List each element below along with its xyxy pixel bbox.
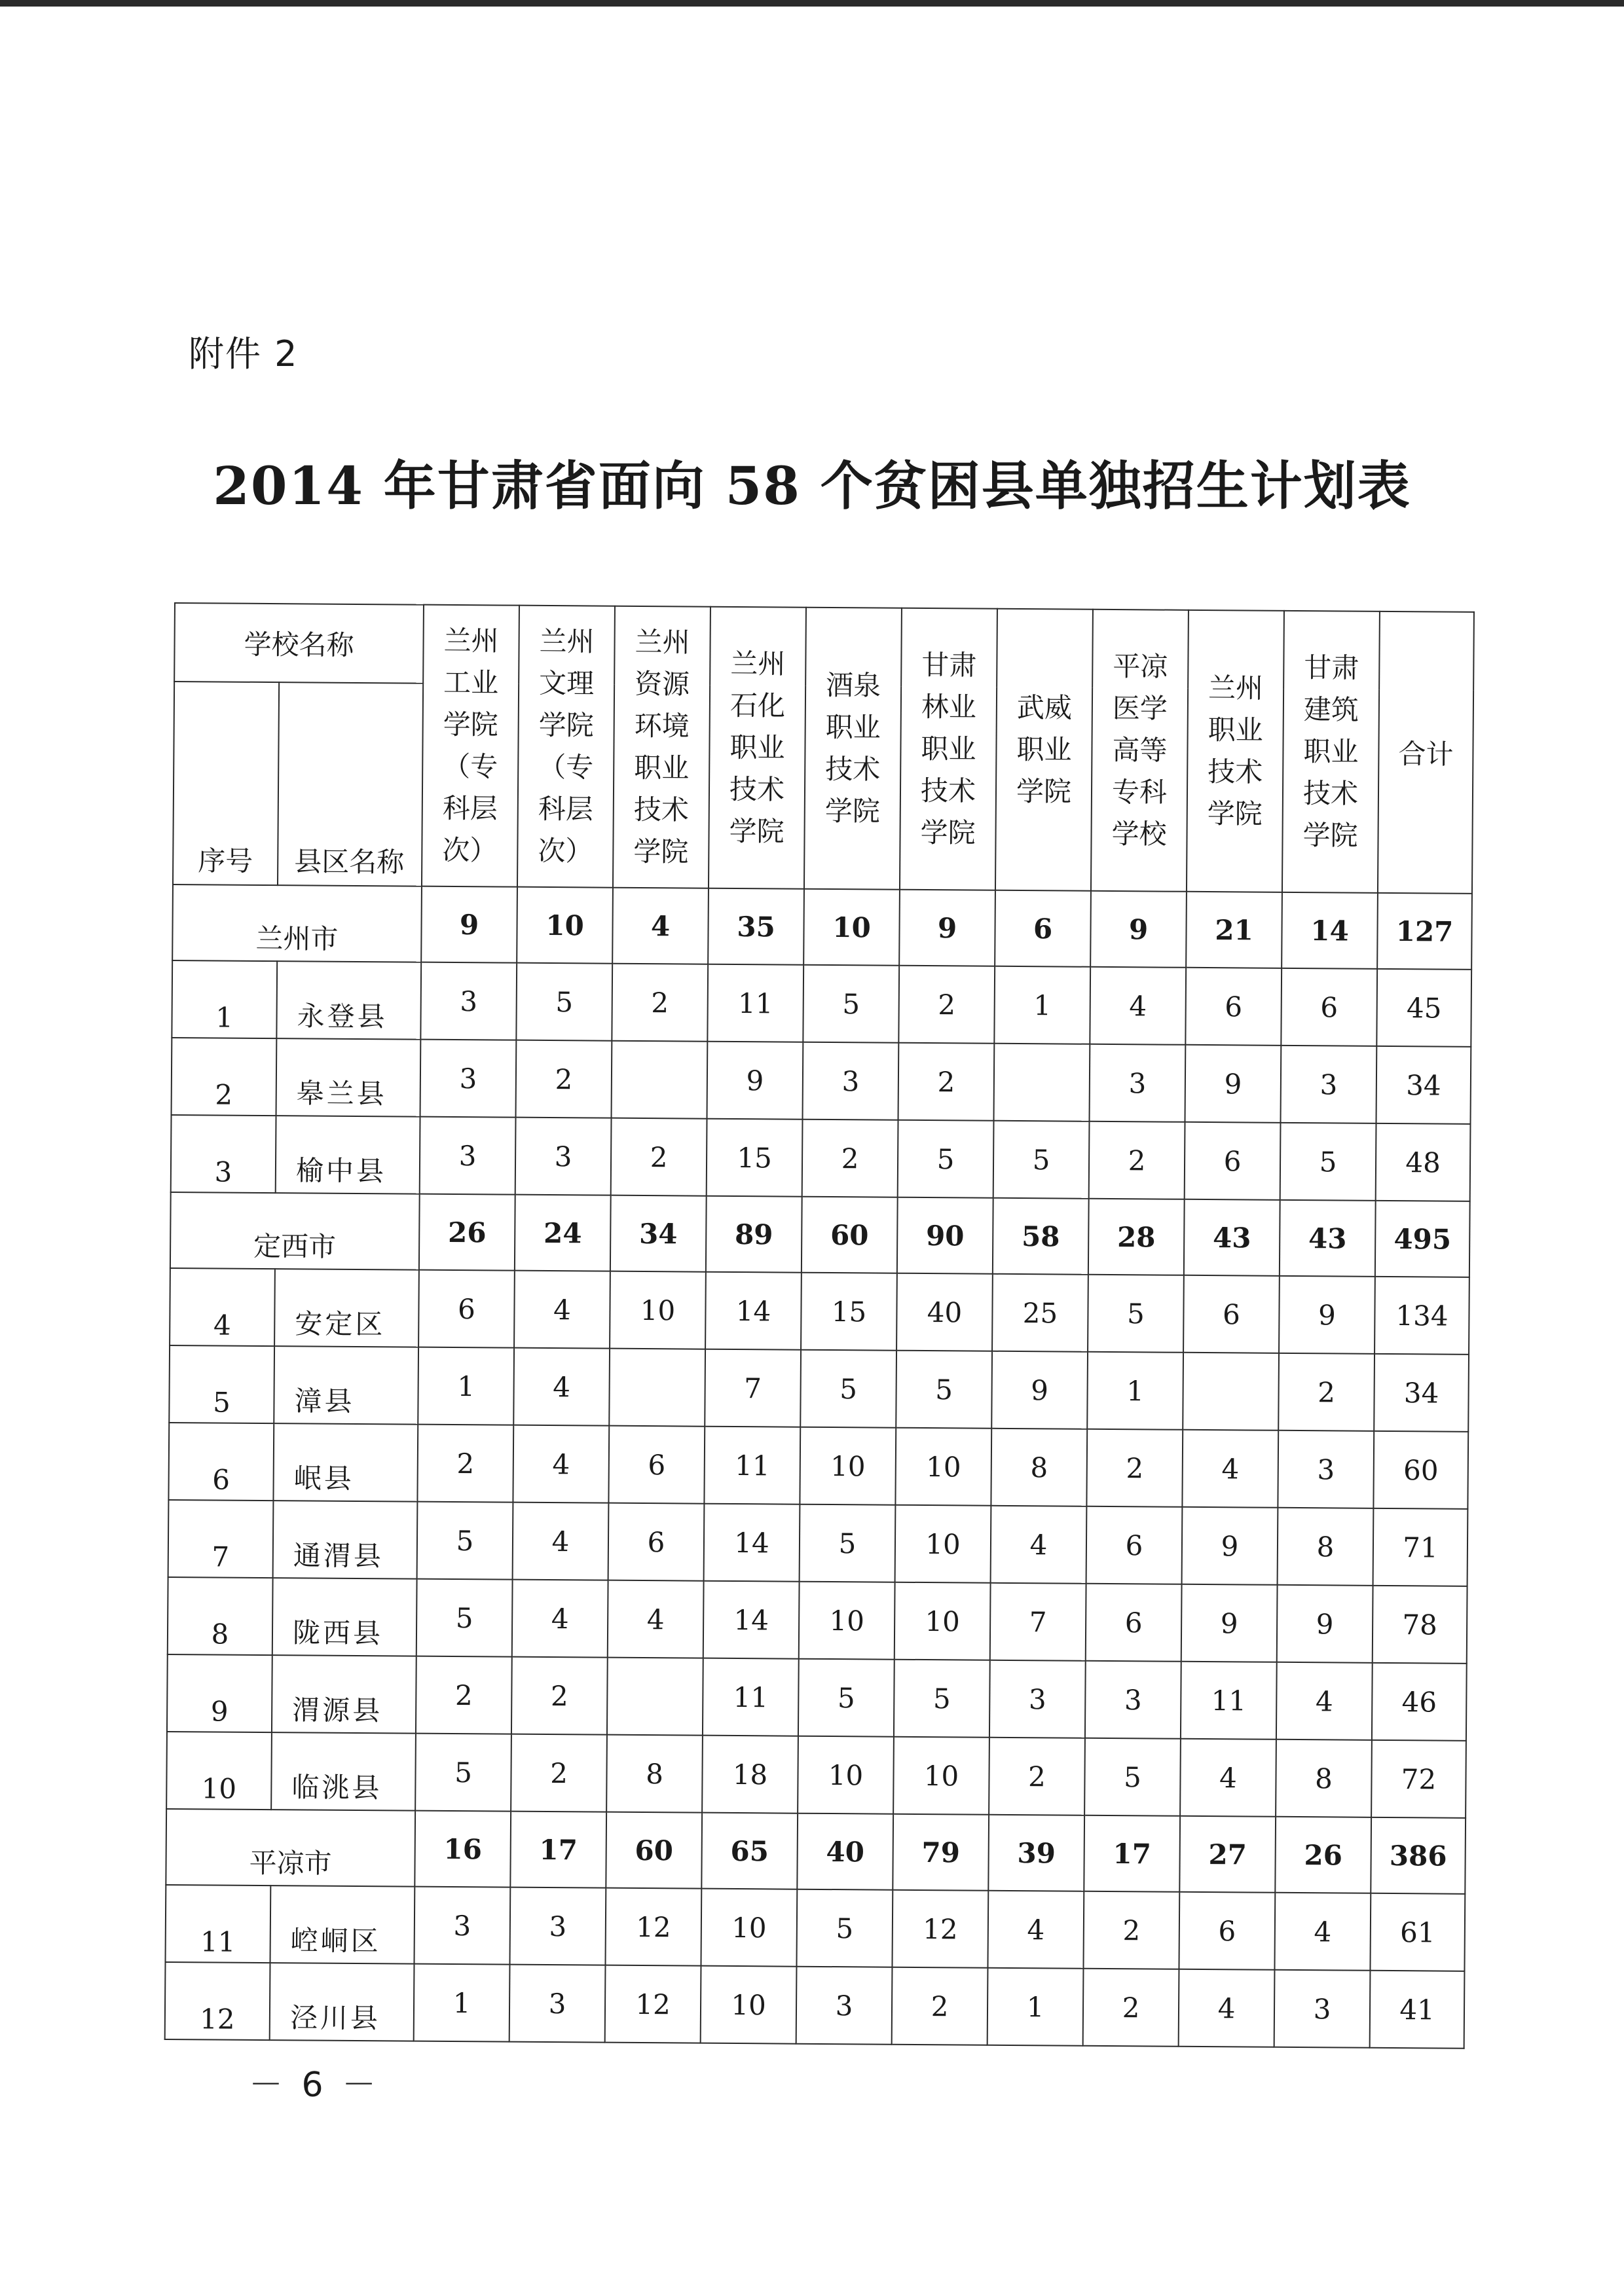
county-value-cell: 4 bbox=[991, 1506, 1087, 1584]
county-value-cell bbox=[612, 1041, 708, 1119]
city-row bbox=[172, 884, 1472, 970]
school-header: 甘肃 林业 职业 技术 学院 bbox=[900, 608, 997, 890]
county-value-cell: 9 bbox=[1182, 1507, 1278, 1585]
school-header: 酒泉 职业 技术 学院 bbox=[804, 608, 902, 890]
county-value-cell bbox=[994, 1044, 1090, 1121]
county-value-cell: 3 bbox=[989, 1660, 1086, 1738]
city-value-cell: 17 bbox=[510, 1812, 606, 1888]
county-value-cell: 15 bbox=[801, 1273, 897, 1351]
county-value-cell: 9 bbox=[1277, 1585, 1373, 1663]
city-value-cell: 60 bbox=[802, 1197, 898, 1273]
city-value-cell: 35 bbox=[708, 888, 804, 965]
county-row bbox=[165, 1885, 1465, 1971]
county-seq: 2 bbox=[172, 1038, 277, 1116]
county-value-cell bbox=[609, 1349, 705, 1427]
county-value-cell: 5 bbox=[1084, 1738, 1181, 1816]
city-value-cell: 24 bbox=[515, 1195, 611, 1271]
county-seq: 12 bbox=[165, 1962, 270, 2040]
header-row-top bbox=[174, 603, 1474, 691]
city-total-cell: 127 bbox=[1377, 893, 1472, 970]
county-value-cell: 5 bbox=[993, 1121, 1090, 1199]
county-total-cell: 60 bbox=[1373, 1431, 1468, 1509]
city-value-cell: 60 bbox=[606, 1812, 702, 1889]
school-header: 兰州 工业 学院 （专 科层 次） bbox=[422, 605, 519, 887]
county-total-cell: 41 bbox=[1370, 1971, 1465, 2049]
county-name: 泾川县 bbox=[270, 1963, 415, 2041]
city-name: 平凉市 bbox=[166, 1809, 415, 1887]
county-value-cell: 4 bbox=[608, 1580, 704, 1658]
county-name: 安定区 bbox=[274, 1269, 419, 1347]
county-name: 崆峒区 bbox=[270, 1886, 415, 1964]
county-value-cell: 4 bbox=[1182, 1430, 1278, 1508]
county-value-cell: 2 bbox=[1086, 1429, 1183, 1507]
county-value-cell: 25 bbox=[992, 1274, 1088, 1352]
county-value-cell: 4 bbox=[1274, 1893, 1371, 1971]
county-row bbox=[172, 1038, 1471, 1124]
county-value-cell: 10 bbox=[701, 1889, 797, 1967]
county-value-cell: 3 bbox=[420, 1040, 517, 1118]
city-value-cell: 14 bbox=[1282, 892, 1378, 969]
county-value-cell: 14 bbox=[704, 1504, 800, 1582]
city-value-cell: 43 bbox=[1280, 1200, 1376, 1277]
city-value-cell: 90 bbox=[897, 1197, 993, 1274]
county-seq: 11 bbox=[165, 1885, 270, 1963]
county-value-cell: 5 bbox=[803, 965, 899, 1043]
county-row bbox=[172, 960, 1471, 1047]
city-value-cell: 10 bbox=[517, 887, 613, 964]
county-value-cell: 3 bbox=[509, 1965, 606, 2043]
county-value-cell: 12 bbox=[605, 1888, 701, 1966]
county-value-cell: 6 bbox=[1086, 1584, 1182, 1662]
county-value-cell: 3 bbox=[515, 1118, 612, 1195]
county-value-cell: 5 bbox=[516, 963, 612, 1041]
county-value-cell: 5 bbox=[417, 1502, 513, 1580]
county-value-cell: 2 bbox=[612, 964, 708, 1042]
county-value-cell: 9 bbox=[991, 1351, 1088, 1429]
county-value-cell: 4 bbox=[1276, 1662, 1373, 1740]
county-row bbox=[170, 1268, 1469, 1355]
county-value-cell: 5 bbox=[894, 1660, 990, 1738]
county-value-cell: 1 bbox=[994, 966, 1090, 1044]
county-value-cell: 3 bbox=[420, 1117, 516, 1195]
county-value-cell: 14 bbox=[705, 1272, 802, 1350]
county-name: 岷县 bbox=[273, 1423, 418, 1502]
county-value-cell: 6 bbox=[1185, 1122, 1281, 1200]
county-value-cell: 4 bbox=[513, 1503, 609, 1580]
county-value-cell: 15 bbox=[707, 1119, 803, 1197]
county-total-cell: 72 bbox=[1371, 1740, 1466, 1818]
county-value-cell: 2 bbox=[511, 1657, 608, 1735]
county-value-cell: 10 bbox=[798, 1736, 894, 1814]
county-value-cell: 1 bbox=[1087, 1352, 1183, 1430]
county-name: 通渭县 bbox=[273, 1501, 418, 1579]
city-value-cell: 40 bbox=[797, 1813, 893, 1890]
county-value-cell: 3 bbox=[1085, 1661, 1181, 1739]
county-value-cell: 10 bbox=[893, 1737, 989, 1815]
county-name: 漳县 bbox=[274, 1346, 418, 1425]
county-value-cell: 3 bbox=[1274, 1970, 1371, 2048]
county-value-cell: 5 bbox=[896, 1351, 992, 1429]
county-value-cell: 11 bbox=[704, 1427, 800, 1504]
county-seq: 8 bbox=[168, 1577, 273, 1655]
county-value-cell: 3 bbox=[796, 1967, 893, 2045]
county-value-cell: 2 bbox=[1083, 1969, 1179, 2047]
city-total-cell: 495 bbox=[1375, 1201, 1470, 1277]
school-header: 平凉 医学 高等 专科 学校 bbox=[1091, 610, 1189, 892]
county-name-header: 县区名称 bbox=[278, 682, 423, 886]
county-value-cell: 4 bbox=[513, 1425, 609, 1503]
county-row bbox=[171, 1115, 1471, 1201]
county-value-cell: 18 bbox=[702, 1736, 798, 1813]
city-value-cell: 10 bbox=[803, 889, 900, 966]
document-title: 2014 年甘肃省面向 58 个贫困县单独招生计划表 bbox=[213, 455, 1411, 517]
city-row bbox=[170, 1192, 1470, 1277]
county-value-cell: 2 bbox=[417, 1425, 513, 1503]
city-total-cell: 386 bbox=[1371, 1817, 1466, 1894]
county-name: 临洮县 bbox=[271, 1732, 416, 1811]
county-value-cell: 1 bbox=[987, 1968, 1084, 2046]
county-value-cell: 10 bbox=[895, 1428, 991, 1506]
county-value-cell: 8 bbox=[1278, 1508, 1374, 1586]
county-value-cell: 2 bbox=[1278, 1353, 1375, 1431]
county-seq: 7 bbox=[168, 1500, 274, 1578]
county-value-cell: 11 bbox=[703, 1658, 799, 1736]
county-value-cell: 5 bbox=[1280, 1123, 1376, 1201]
county-value-cell: 6 bbox=[1281, 968, 1377, 1046]
total-header: 合计 bbox=[1378, 611, 1474, 894]
county-value-cell: 12 bbox=[892, 1890, 988, 1968]
county-value-cell: 6 bbox=[1086, 1506, 1183, 1584]
county-total-cell: 48 bbox=[1376, 1123, 1471, 1201]
school-header: 兰州 文理 学院 （专 科层 次） bbox=[517, 606, 615, 888]
school-header: 兰州 资源 环境 职业 技术 学院 bbox=[613, 606, 710, 888]
county-value-cell: 4 bbox=[513, 1348, 610, 1426]
city-value-cell: 26 bbox=[1275, 1817, 1371, 1893]
county-value-cell bbox=[607, 1658, 703, 1736]
city-value-cell: 39 bbox=[988, 1815, 1084, 1891]
county-value-cell: 6 bbox=[1185, 968, 1282, 1046]
county-value-cell: 4 bbox=[987, 1891, 1084, 1969]
county-value-cell: 2 bbox=[516, 1040, 612, 1118]
county-seq: 10 bbox=[166, 1732, 272, 1810]
county-value-cell: 2 bbox=[989, 1738, 1085, 1815]
county-value-cell: 5 bbox=[416, 1579, 513, 1657]
county-seq: 1 bbox=[172, 960, 277, 1038]
county-value-cell: 6 bbox=[608, 1503, 705, 1581]
county-value-cell: 2 bbox=[892, 1967, 988, 2045]
city-value-cell: 9 bbox=[421, 886, 517, 963]
county-value-cell: 5 bbox=[798, 1659, 895, 1737]
county-value-cell: 3 bbox=[510, 1887, 606, 1965]
county-value-cell: 2 bbox=[898, 1043, 995, 1121]
county-value-cell: 14 bbox=[703, 1581, 800, 1659]
county-row bbox=[167, 1654, 1467, 1741]
county-total-cell: 34 bbox=[1374, 1354, 1469, 1432]
county-value-cell: 4 bbox=[514, 1271, 610, 1349]
city-row bbox=[166, 1809, 1466, 1894]
county-name: 榆中县 bbox=[276, 1116, 420, 1194]
county-value-cell: 10 bbox=[610, 1271, 706, 1349]
county-value-cell: 7 bbox=[705, 1349, 801, 1427]
county-value-cell: 5 bbox=[800, 1504, 896, 1582]
county-name: 渭源县 bbox=[272, 1655, 416, 1734]
county-value-cell: 3 bbox=[1278, 1430, 1374, 1508]
county-seq: 4 bbox=[170, 1268, 275, 1346]
county-row bbox=[168, 1577, 1467, 1664]
city-value-cell: 34 bbox=[610, 1195, 707, 1272]
county-value-cell: 11 bbox=[707, 964, 803, 1042]
county-total-cell: 61 bbox=[1370, 1893, 1465, 1971]
county-value-cell: 5 bbox=[1088, 1275, 1184, 1353]
school-header: 兰州 石化 职业 技术 学院 bbox=[709, 607, 806, 889]
city-value-cell: 21 bbox=[1186, 892, 1282, 968]
county-seq: 6 bbox=[168, 1423, 274, 1501]
county-value-cell: 2 bbox=[1083, 1891, 1179, 1969]
city-name: 兰州市 bbox=[172, 884, 422, 962]
county-value-cell: 10 bbox=[800, 1427, 896, 1505]
city-value-cell: 28 bbox=[1088, 1199, 1185, 1275]
county-total-cell: 45 bbox=[1376, 969, 1471, 1047]
county-value-cell: 4 bbox=[1179, 1969, 1275, 2047]
city-value-cell: 89 bbox=[706, 1196, 802, 1273]
county-value-cell: 2 bbox=[1089, 1121, 1185, 1199]
county-name: 陇西县 bbox=[272, 1578, 417, 1656]
county-value-cell: 3 bbox=[803, 1042, 899, 1120]
county-row bbox=[169, 1345, 1469, 1432]
county-value-cell: 6 bbox=[608, 1426, 705, 1504]
city-value-cell: 9 bbox=[1090, 891, 1187, 968]
county-value-cell: 9 bbox=[1279, 1276, 1375, 1354]
county-value-cell: 4 bbox=[1180, 1739, 1276, 1817]
city-value-cell: 9 bbox=[899, 890, 995, 966]
seq-header: 序号 bbox=[173, 682, 279, 885]
county-total-cell: 34 bbox=[1376, 1046, 1471, 1124]
school-header: 兰州 职业 技术 学院 bbox=[1187, 610, 1284, 892]
county-value-cell: 9 bbox=[1181, 1584, 1278, 1662]
county-seq: 3 bbox=[171, 1115, 276, 1193]
scan-top-edge bbox=[0, 0, 1624, 7]
county-row bbox=[168, 1500, 1468, 1586]
county-value-cell: 8 bbox=[991, 1429, 1087, 1506]
county-value-cell: 1 bbox=[414, 1964, 510, 2042]
county-value-cell: 6 bbox=[1179, 1892, 1275, 1970]
county-value-cell: 3 bbox=[1281, 1046, 1377, 1123]
county-value-cell: 40 bbox=[896, 1273, 993, 1351]
county-value-cell: 12 bbox=[605, 1965, 701, 2043]
county-total-cell: 71 bbox=[1373, 1508, 1468, 1586]
county-value-cell: 3 bbox=[1090, 1044, 1186, 1122]
county-value-cell: 2 bbox=[611, 1118, 707, 1196]
county-value-cell: 4 bbox=[1090, 967, 1186, 1045]
county-value-cell: 4 bbox=[512, 1580, 608, 1658]
county-total-cell: 134 bbox=[1375, 1277, 1469, 1355]
city-name: 定西市 bbox=[170, 1192, 420, 1270]
county-value-cell: 8 bbox=[606, 1735, 703, 1813]
county-value-cell: 3 bbox=[415, 1887, 511, 1965]
county-row bbox=[168, 1423, 1468, 1509]
county-value-cell: 8 bbox=[1276, 1740, 1372, 1817]
county-total-cell: 46 bbox=[1372, 1663, 1467, 1741]
county-value-cell: 10 bbox=[701, 1966, 797, 2044]
school-header: 甘肃 建筑 职业 技术 学院 bbox=[1282, 611, 1380, 893]
county-row bbox=[165, 1962, 1465, 2049]
county-value-cell: 10 bbox=[895, 1505, 991, 1583]
county-value-cell: 9 bbox=[707, 1042, 803, 1120]
school-header: 武威 职业 学院 bbox=[995, 609, 1093, 891]
county-seq: 5 bbox=[169, 1345, 274, 1423]
city-value-cell: 58 bbox=[993, 1198, 1089, 1275]
city-value-cell: 27 bbox=[1179, 1816, 1276, 1893]
city-value-cell: 65 bbox=[701, 1813, 798, 1889]
county-value-cell: 5 bbox=[800, 1350, 896, 1428]
city-value-cell: 43 bbox=[1184, 1199, 1280, 1276]
county-value-cell: 10 bbox=[895, 1582, 991, 1660]
county-value-cell: 2 bbox=[416, 1656, 512, 1734]
county-value-cell: 2 bbox=[898, 966, 995, 1044]
county-value-cell: 2 bbox=[511, 1734, 607, 1812]
enrollment-plan-table bbox=[164, 602, 1475, 2049]
county-value-cell: 6 bbox=[418, 1270, 515, 1348]
county-row bbox=[166, 1732, 1466, 1818]
county-value-cell: 5 bbox=[415, 1734, 511, 1812]
county-name: 永登县 bbox=[276, 961, 421, 1040]
school-name-header: 学校名称 bbox=[174, 603, 424, 683]
county-value-cell: 5 bbox=[796, 1889, 893, 1967]
county-value-cell: 1 bbox=[418, 1347, 514, 1425]
page-number: － 6 － bbox=[249, 2066, 380, 2105]
county-total-cell: 78 bbox=[1373, 1586, 1467, 1664]
county-name: 皋兰县 bbox=[276, 1038, 421, 1117]
city-value-cell: 79 bbox=[893, 1814, 989, 1891]
county-value-cell: 3 bbox=[420, 962, 517, 1040]
county-value-cell: 2 bbox=[802, 1120, 898, 1197]
city-value-cell: 17 bbox=[1084, 1815, 1180, 1892]
city-value-cell: 16 bbox=[415, 1811, 511, 1887]
city-value-cell: 6 bbox=[995, 890, 1091, 967]
city-value-cell: 26 bbox=[419, 1194, 515, 1271]
county-value-cell: 6 bbox=[1183, 1275, 1280, 1353]
county-value-cell: 10 bbox=[799, 1582, 895, 1660]
attachment-label: 附件 2 bbox=[189, 333, 299, 374]
county-value-cell: 5 bbox=[898, 1120, 994, 1198]
county-value-cell: 7 bbox=[990, 1583, 1086, 1661]
county-value-cell bbox=[1183, 1353, 1279, 1430]
city-value-cell: 4 bbox=[612, 888, 709, 964]
county-seq: 9 bbox=[167, 1654, 272, 1732]
county-value-cell: 11 bbox=[1181, 1662, 1277, 1740]
county-value-cell: 9 bbox=[1185, 1045, 1282, 1123]
